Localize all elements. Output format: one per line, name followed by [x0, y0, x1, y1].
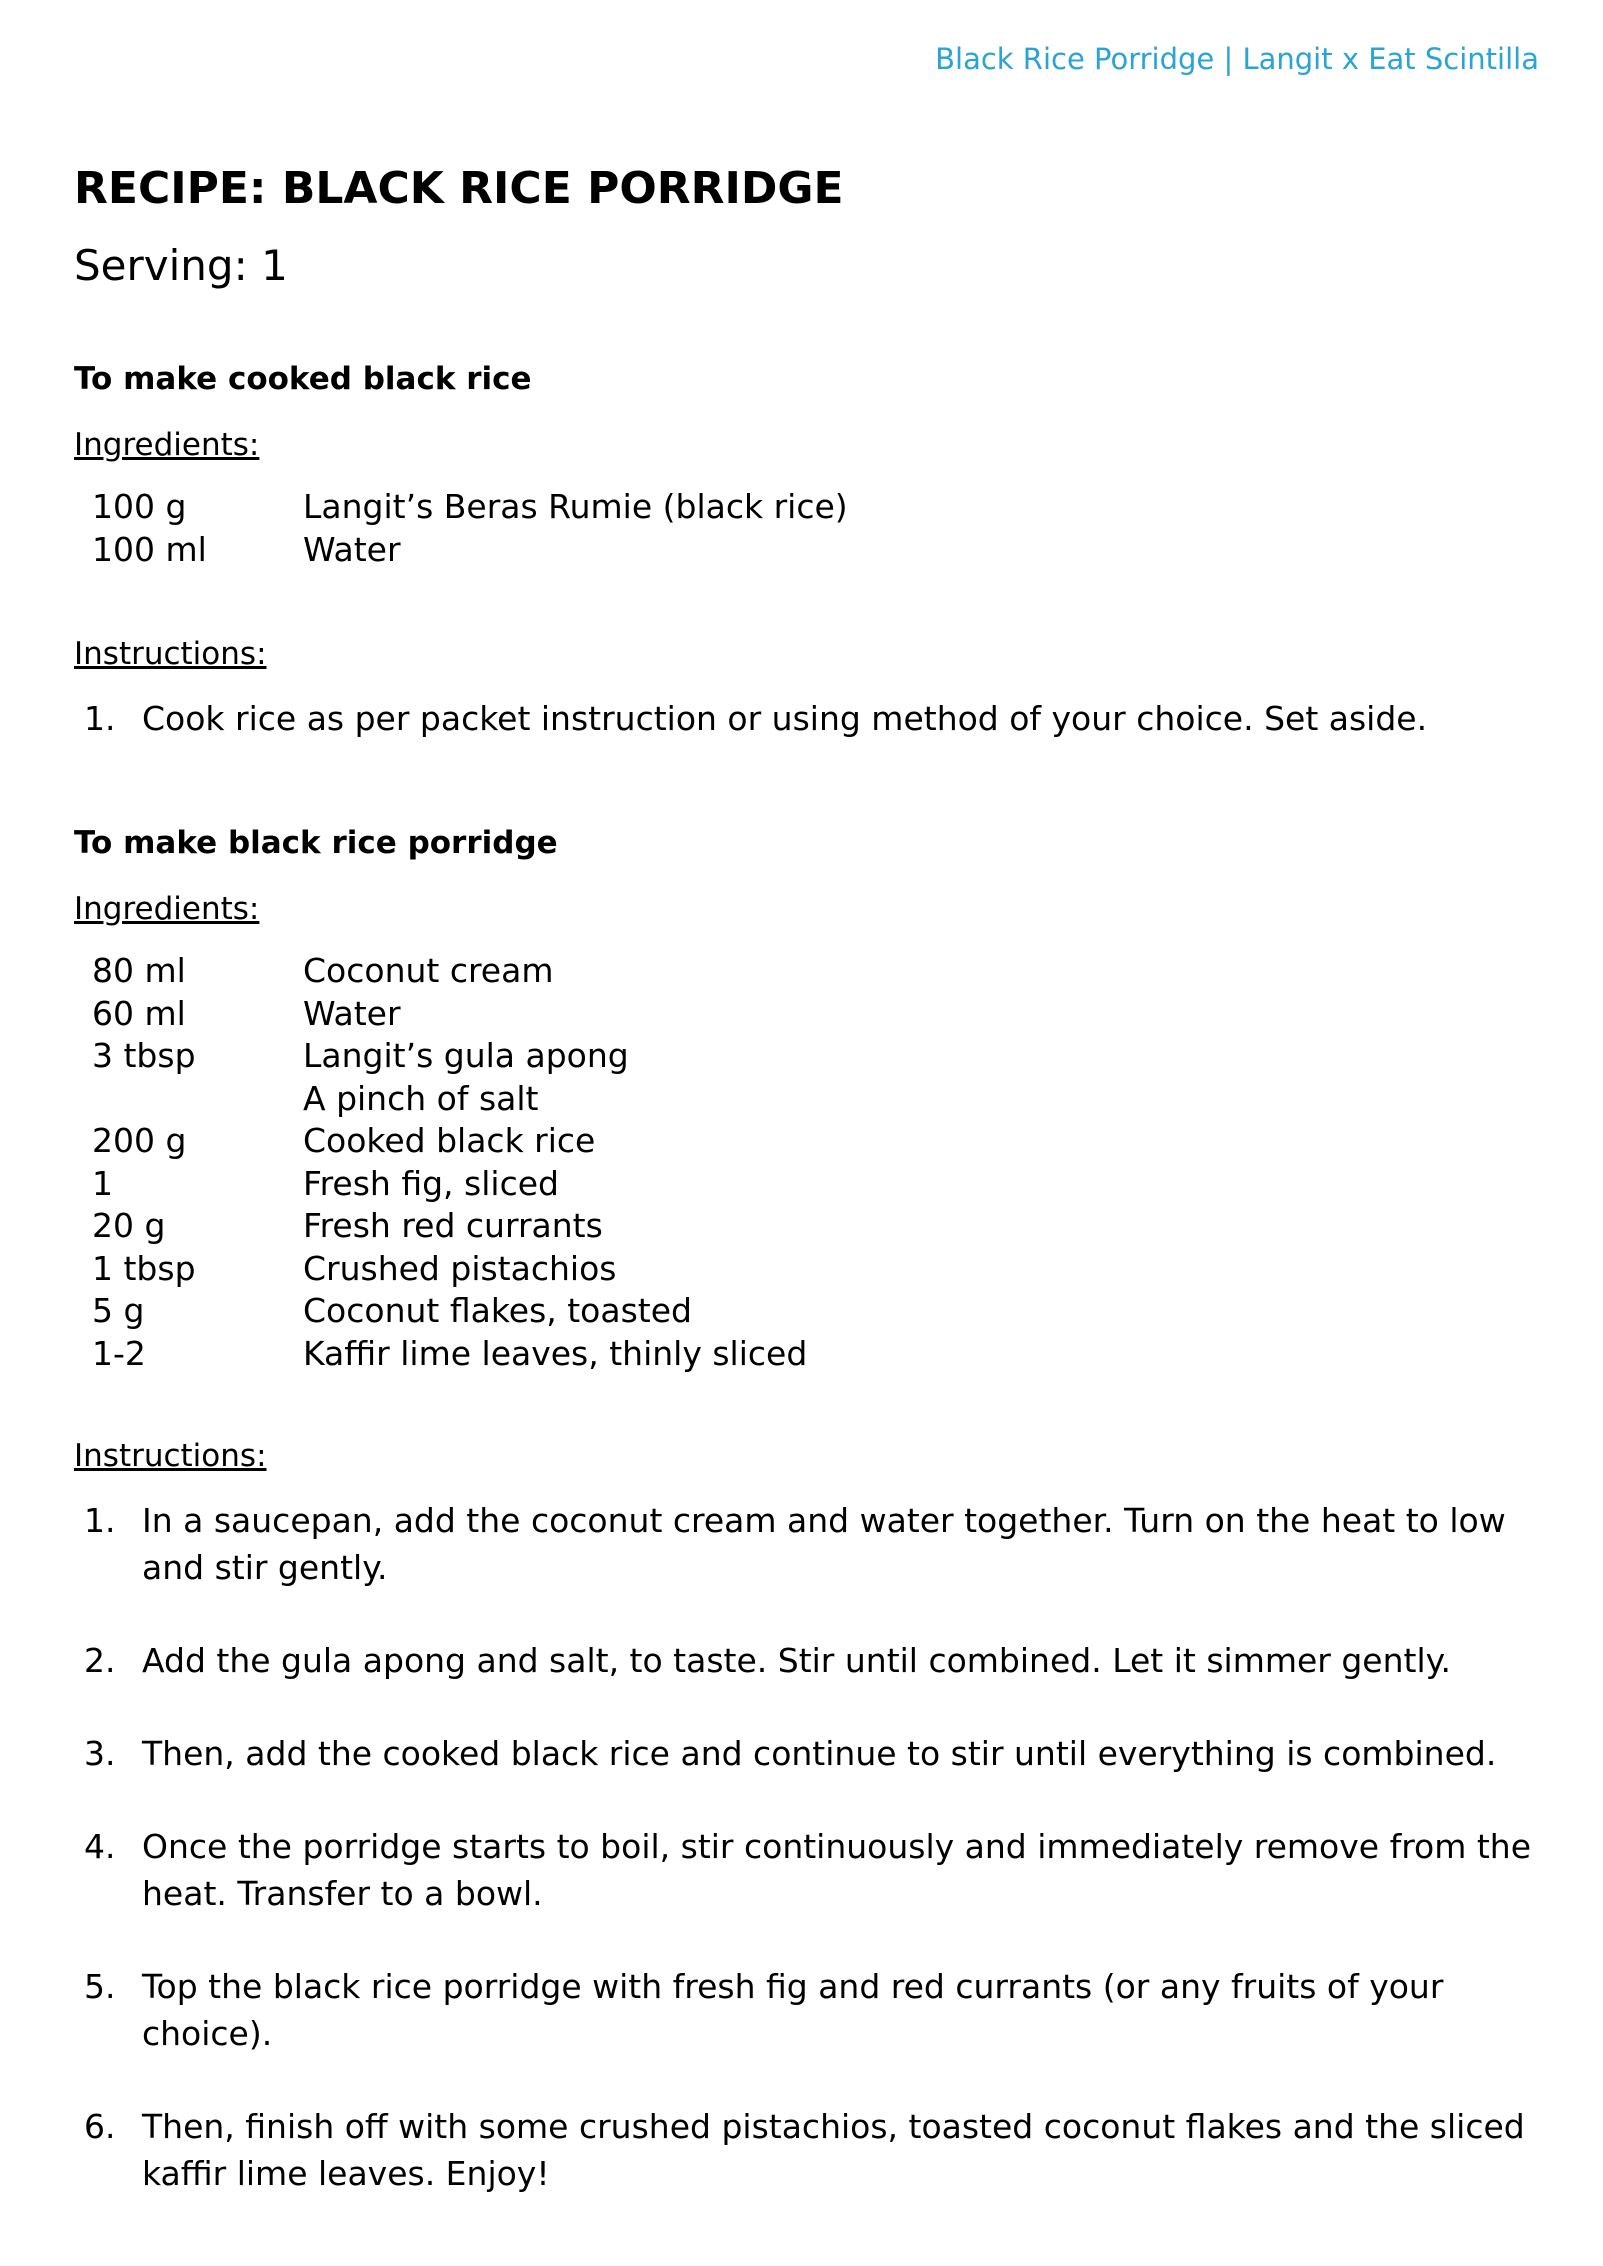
instruction-step	[74, 1497, 1534, 1591]
recipe-title: RECIPE: BLACK RICE PORRIDGE	[74, 163, 844, 214]
recipe-content	[74, 160, 1534, 2197]
section-heading: To make cooked black rice	[74, 361, 532, 397]
ingredient-row	[74, 993, 1534, 1036]
ingredient-name: A pinch of salt	[303, 1078, 539, 1118]
ingredient-row	[74, 529, 1534, 572]
section-black-rice-porridge	[74, 822, 1534, 2197]
step-number: 3.	[84, 1734, 116, 1773]
ingredient-quantity: 100 g	[92, 487, 187, 526]
ingredient-quantity: 60 ml	[92, 993, 186, 1033]
ingredient-quantity: 80 ml	[92, 951, 186, 990]
ingredient-name: Coconut cream	[303, 951, 554, 990]
step-text: Once the porridge starts to boil, stir continuously and immediately remove from the heat. Transfer to a bowl.	[142, 1827, 1532, 1913]
step-number: 1.	[84, 1501, 116, 1540]
instruction-step	[74, 1730, 1534, 1777]
ingredient-quantity: 1-2	[92, 1333, 146, 1373]
ingredient-quantity	[74, 1078, 303, 1121]
ingredient-name: Cooked black rice	[303, 1121, 596, 1160]
ingredient-row	[74, 1035, 1534, 1078]
ingredient-quantity: 100 ml	[92, 529, 207, 569]
step-number: 1.	[84, 699, 116, 738]
instruction-step	[74, 2103, 1534, 2197]
ingredient-quantity: 200 g	[92, 1121, 187, 1160]
step-number: 5.	[84, 1967, 116, 2006]
instructions-label: Instructions:	[74, 1438, 267, 1474]
instructions-list	[74, 1497, 1534, 2197]
step-number: 2.	[84, 1641, 116, 1680]
ingredient-name: Fresh red currants	[303, 1206, 603, 1245]
step-text: Then, finish off with some crushed pistachios, toasted coconut flakes and the sliced kaffir lime leaves. Enjoy!	[142, 2107, 1525, 2193]
ingredients-label: Ingredients:	[74, 891, 260, 927]
ingredient-name: Water	[303, 529, 401, 569]
step-text: Add the gula apong and salt, to taste. Stir until combined. Let it simmer gently.	[142, 1641, 1451, 1680]
ingredient-row	[74, 1290, 1534, 1333]
step-text: Cook rice as per packet instruction or using method of your choice. Set aside.	[142, 699, 1428, 738]
ingredient-row	[74, 1205, 1534, 1248]
ingredient-name: Langit’s Beras Rumie (black rice)	[303, 487, 848, 526]
ingredient-row	[74, 1078, 1534, 1121]
ingredients-list	[74, 486, 1534, 571]
ingredient-quantity: 20 g	[92, 1206, 166, 1245]
step-number: 4.	[84, 1827, 116, 1866]
ingredient-row	[74, 1333, 1534, 1376]
step-text: Then, add the cooked black rice and continue to stir until everything is combined.	[142, 1734, 1497, 1773]
ingredients-label: Ingredients:	[74, 427, 260, 463]
ingredient-row	[74, 1248, 1534, 1291]
ingredient-quantity: 3 tbsp	[92, 1036, 196, 1075]
ingredient-name: Fresh fig, sliced	[303, 1163, 559, 1203]
step-text: In a saucepan, add the coconut cream and water together. Turn on the heat to low and stir gently.	[142, 1501, 1506, 1587]
ingredient-name: Langit’s gula apong	[303, 1036, 629, 1075]
instruction-step	[74, 1637, 1534, 1684]
step-number: 6.	[84, 2107, 116, 2146]
ingredient-row	[74, 950, 1534, 993]
instruction-step	[74, 695, 1534, 742]
ingredient-quantity: 5 g	[92, 1291, 145, 1330]
instruction-step	[74, 1963, 1534, 2057]
step-text: Top the black rice porridge with fresh fig and red currants (or any fruits of your choice).	[142, 1967, 1444, 2053]
section-cooked-black-rice	[74, 358, 1534, 742]
ingredient-name: Kaffir lime leaves, thinly sliced	[303, 1333, 808, 1373]
ingredient-name: Water	[303, 993, 401, 1033]
ingredient-row	[74, 1163, 1534, 1206]
serving-size: Serving: 1	[74, 241, 288, 290]
instructions-label: Instructions:	[74, 636, 267, 672]
instruction-step	[74, 1823, 1534, 1917]
ingredients-list	[74, 950, 1534, 1375]
section-heading: To make black rice porridge	[74, 825, 558, 861]
ingredient-quantity: 1	[92, 1163, 113, 1203]
page-header: Black Rice Porridge | Langit x Eat Scintilla	[935, 42, 1539, 76]
ingredient-name: Crushed pistachios	[303, 1248, 617, 1288]
ingredient-quantity: 1 tbsp	[92, 1248, 196, 1288]
ingredient-row	[74, 1120, 1534, 1163]
ingredient-name: Coconut flakes, toasted	[303, 1291, 692, 1330]
instructions-list	[74, 695, 1534, 742]
ingredient-row	[74, 486, 1534, 529]
